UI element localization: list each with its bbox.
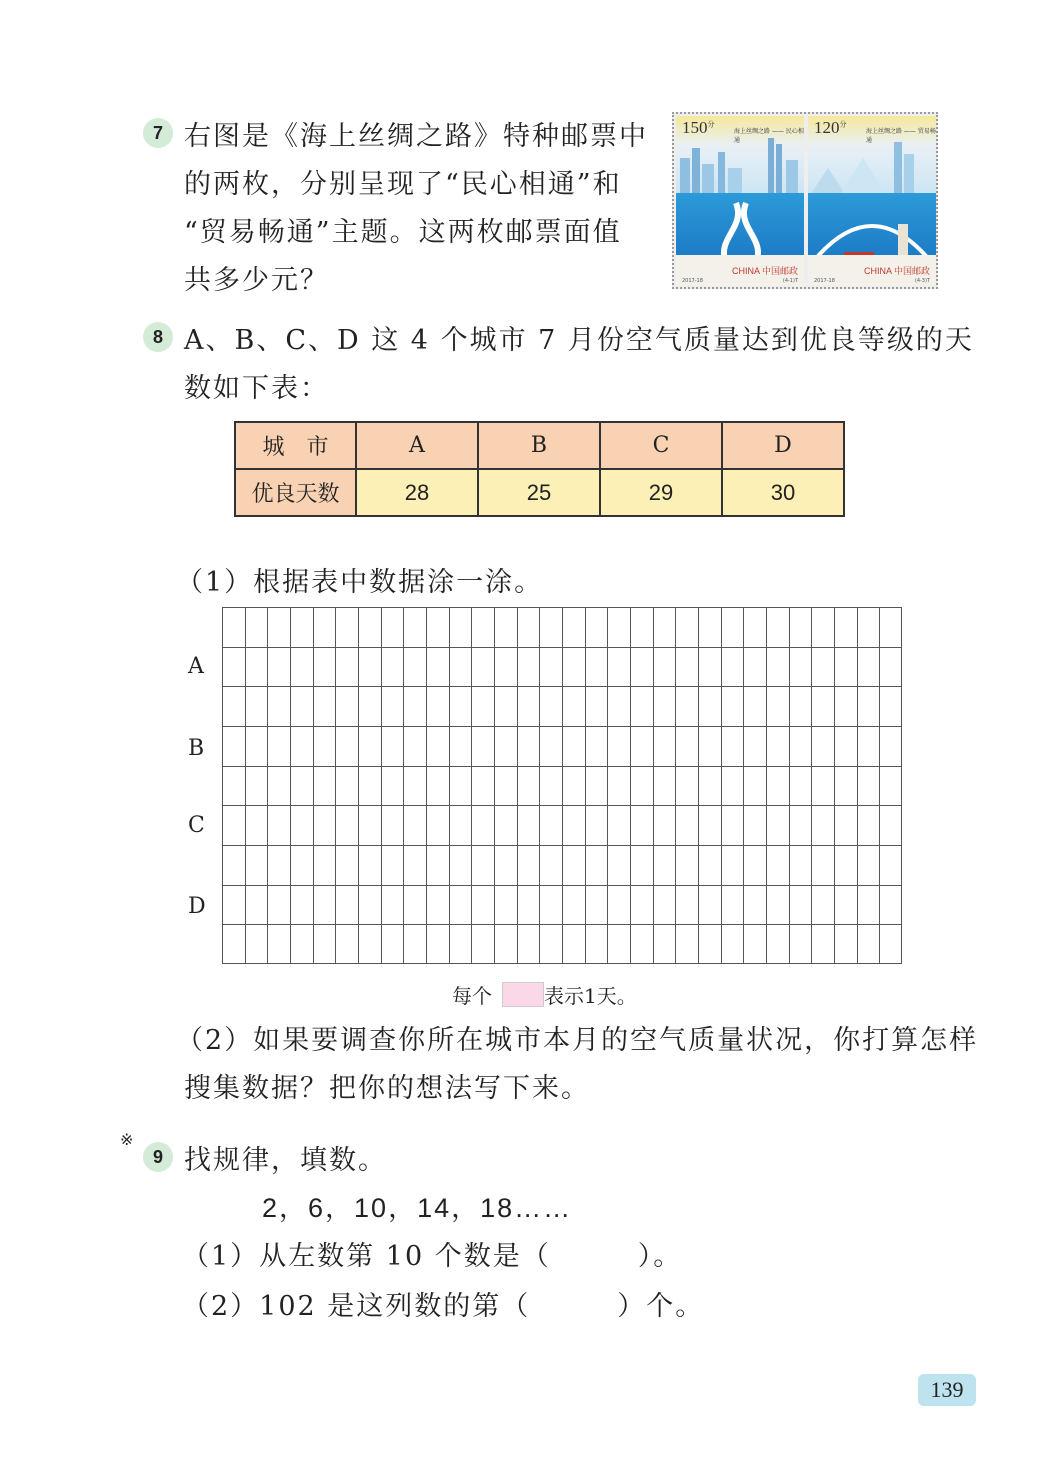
stamp-150 [676,116,804,286]
coloring-grid[interactable] [222,607,902,964]
port-skyline-icon [808,138,936,198]
city-skyline-icon [676,138,804,198]
grid-label-b: B [188,736,205,761]
q7-line-2: 的两枚，分别呈现了“民心相通”和 [184,169,622,200]
legend-square [502,982,544,1007]
table-cell: 城 市 [235,422,356,469]
stamp-brand: CHINA 中国邮政 [863,266,930,276]
table-cell: 30 [722,469,844,516]
question-8-number: 8 [143,322,173,352]
table-cell: 25 [478,469,600,516]
grid-label-c: C [188,813,205,838]
optional-mark: ※ [120,1130,134,1149]
stamp-120 [808,116,936,286]
q8-line-1: A、B、C、D 这 4 个城市 7 月份空气质量达到优良等级的天 [184,325,974,356]
stamp-brand: CHINA 中国邮政 [731,266,798,276]
q9-part-2: （2）102 是这列数的第（ ）个。 [182,1291,705,1322]
q7-line-4: 共多少元？ [184,265,329,296]
data-table [234,421,845,517]
stamp-caption: 海上丝绸之路 —— 贸易畅通 [866,128,936,144]
q7-line-1: 右图是《海上丝绸之路》特种邮票中 [184,121,648,152]
stamps-image [672,112,938,289]
table-cell: C [600,422,722,469]
q8-part-2-line-1: （2）如果要调查你所在城市本月的空气质量状况，你打算怎样 [176,1025,979,1056]
table-cell: D [722,422,844,469]
stamp-code: 2017-18 [682,278,703,284]
table-cell: A [356,422,478,469]
grid-label-d: D [188,894,206,919]
grid-label-a: A [188,654,204,679]
legend-prefix: 每个 [452,984,492,1008]
table-cell: 29 [600,469,722,516]
stamp-value: $120^分$ [814,118,847,137]
q8-part-2-line-2: 搜集数据？把你的想法写下来。 [184,1073,590,1104]
page-number: 139 [918,1374,976,1406]
stamp-caption: 海上丝绸之路 —— 民心相通 [734,128,804,144]
table-cell: 28 [356,469,478,516]
stamp-code: (4-3)T [914,278,930,284]
grid-lines [222,607,902,964]
q8-part-1: （1）根据表中数据涂一涂。 [176,567,544,598]
stamp-value: $150^分$ [682,118,715,137]
table-cell: B [478,422,600,469]
table-header-row [235,422,844,469]
q8-line-2: 数如下表： [184,373,329,404]
stamp-code: 2017-18 [814,278,835,284]
q7-line-3: “贸易畅通”主题。这两枚邮票面值 [184,217,622,248]
table-row [235,469,844,516]
q9-title: 找规律，填数。 [184,1145,387,1176]
stamp-code: (4-1)T [782,278,798,284]
table-cell: 优良天数 [235,469,356,516]
q9-part-1: （1）从左数第 10 个数是（ ）。 [182,1241,683,1272]
question-9-number: 9 [143,1142,173,1172]
legend-suffix: 表示1天。 [544,984,637,1008]
q9-sequence: 2，6，10，14，18…… [262,1193,573,1223]
question-7-number: 7 [143,118,173,148]
